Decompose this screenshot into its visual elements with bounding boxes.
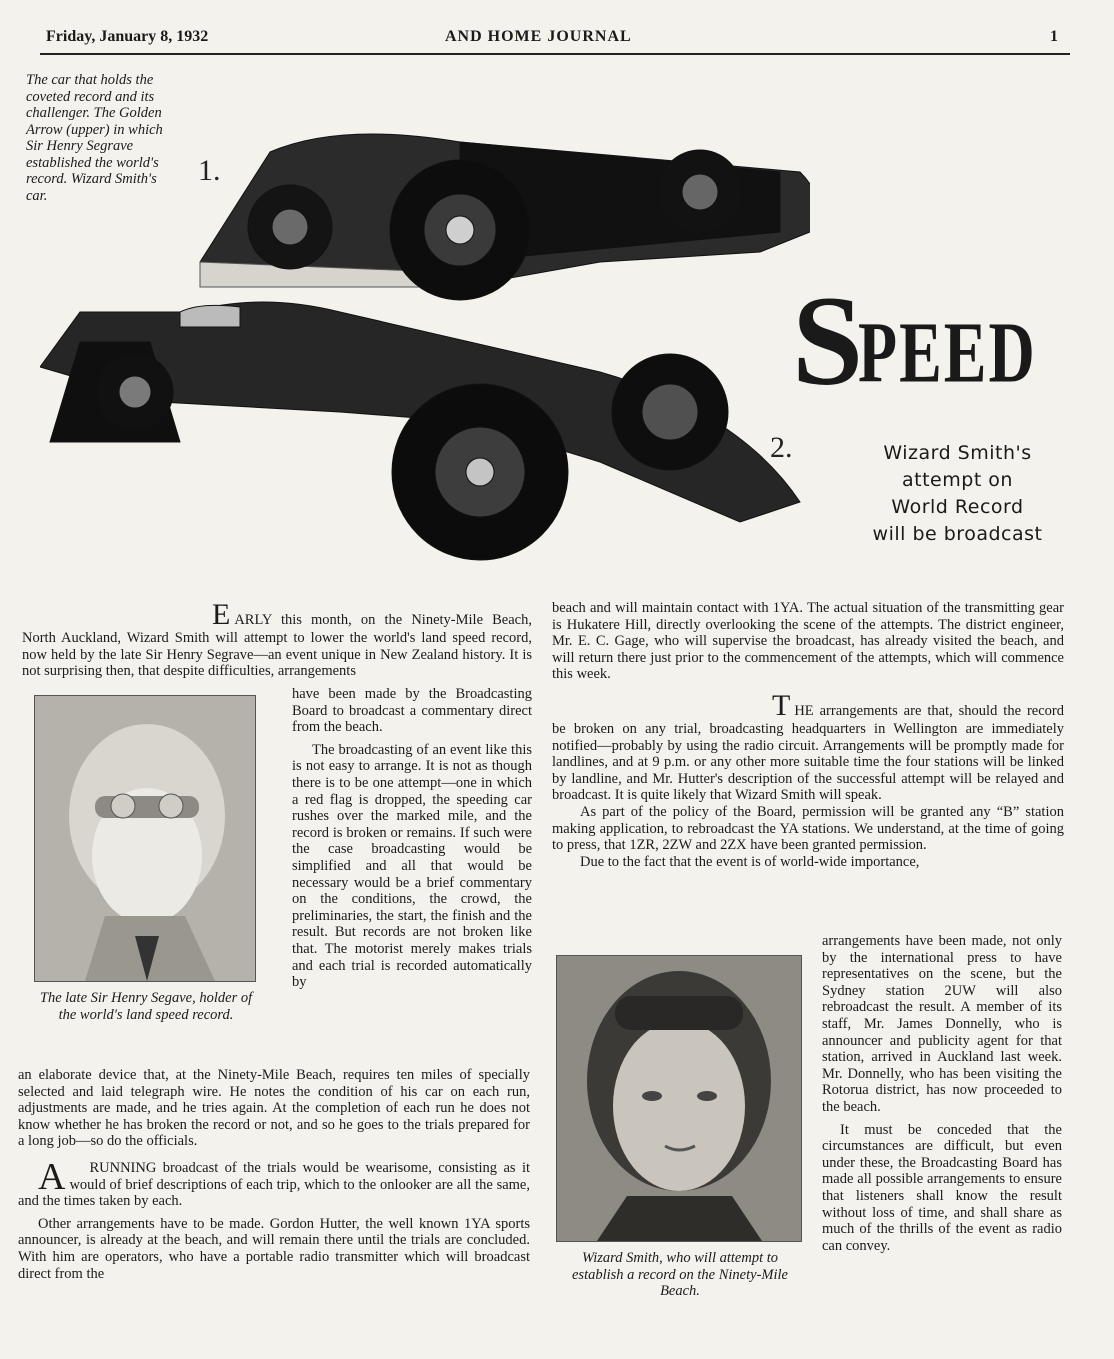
subheadline-line: attempt on — [902, 469, 1013, 491]
article-col1-cont — [18, 1067, 530, 1282]
dropcap-e: E — [212, 598, 231, 631]
col2-paragraph-4-side: arrangements have been made, not only by the international press to have representatives on the scene, but the Sydney station 2UW will also rebroadcast the result. A member of its staff, Mr. James Donnelly, who is announcer and publicity agent for that station, arrived in Auckland last week. Mr. Donnelly, who has been visiting the Rotorua district, has now proceeded to the beach. — [822, 933, 1062, 1115]
dropcap-t: T — [772, 688, 791, 722]
col2-paragraph-2: HE arrangements are that, should the record be broken on any trial, broadcasting headquarters in Wellington are immediately notified—probably by using the radio circuit. Arrangements will be promptly made for landlines, and at 9 p.m. or any other more suitable time the four stations will be linked by landline, and Mr. Hutter's description of the successful attempt will be relayed and broadcast. It is quite likely that Wizard Smith will speak. — [552, 702, 1064, 804]
headline — [792, 270, 1037, 412]
col2-paragraph-1: beach and will maintain contact with 1YA. The actual situation of the transmitting gear is Hukatere Hill, directly overlooking the scene of the attempts. The district engineer, Mr. E. C. Gage, who will supervise the broadcast, has already visited the beach, and will return there just prior to the commencement of the attempts, which will commence this week. — [552, 600, 1064, 683]
dropcap-a: A — [38, 1155, 66, 1198]
paragraph-2-cont: an elaborate device that, at the Ninety-Mile Beach, requires ten miles of specially selected and laid telegraph wire. He notes the condition of his car on each run, adjustments are made, and he tries again. At the completion of each run he does not know whether he has broken the record or not, and so he goes to the trials prepared for a long job—so do the officials. — [18, 1067, 530, 1150]
col2-paragraph-3: As part of the policy of the Board, permission will be granted any “B” station making application, to rebroadcast the YA stations. We understand, at the time of going to press, that 1ZR, 2ZW and 2ZX have been granted permission. — [552, 803, 1064, 854]
segrave-caption: The late Sir Henry Segave, holder of the world's land speed record. — [39, 990, 253, 1023]
car-label-1: 1. — [198, 154, 221, 187]
subheadline-line: World Record — [891, 496, 1024, 518]
race-cars-illustration — [40, 112, 810, 592]
segrave-photo — [34, 695, 256, 982]
col2-paragraph-4-top: Due to the fact that the event is of world-wide importance, — [580, 853, 920, 870]
col2-paragraph-5: It must be conceded that the circumstances are difficult, but even under these, the Broadcasting Board has made all possible arrangements to ensure that listeners shall know the result without loss of time, and shall share as much of the thrills of the event as radio can convey. — [822, 1121, 1062, 1254]
subheadline-line: will be broadcast — [872, 523, 1043, 545]
intro-side: have been made by the Broadcasting Board to broadcast a commentary direct from the beach. — [292, 686, 532, 736]
article-side-col2 — [822, 933, 1062, 1254]
wizard-smith-caption: Wizard Smith, who will attempt to establish a record on the Ninety-Mile Beach. — [572, 1250, 788, 1299]
article-side-col1 — [292, 686, 532, 991]
subheadline-line: Wizard Smith's — [883, 442, 1032, 464]
paragraph-3: RUNNING broadcast of the trials would be wearisome, consisting as it would of brief descriptions of each trip, which to the onlooker are all the same, and the times taken by each. — [18, 1159, 530, 1210]
paragraph-4: Other arrangements have to be made. Gordon Hutter, the well known 1YA sports announcer, is already at the beach, and will remain there until the trials are concluded. With him are operators, who have a portable radio transmitter which will broadcast direct from the — [18, 1215, 530, 1282]
headline-rest: PEED — [858, 304, 1037, 401]
intro-text: ARLY this month, on the Ninety-Mile Beach, North Auckland, Wizard Smith will attempt to lower the world's land speed record, now held by the late Sir Henry Segrave—an event unique in New Zealand history. It is not surprising then, that despite difficulties, arrangements — [22, 612, 532, 680]
paragraph-2: The broadcasting of an event like this is not easy to arrange. It is not as though there is to be one attempt—one in which a red flag is dropped, the speeding car rushes over the marked mile, and the record is broken or remains. If such were the case broadcasting would be simplified and all that would be necessary would be a brief commentary on the conditions, the crowd, the preliminaries, the start, the finish and the result. But records are not broken like that. The motorist merely makes trials and each trial is recorded automatically by — [292, 741, 532, 991]
golden-arrow-car — [200, 134, 810, 300]
headline-initial: S — [792, 270, 864, 412]
car-label-2: 2. — [770, 431, 793, 464]
cars-caption: The car that holds the coveted record and its challenger. The Golden Arrow (upper) in which Sir Henry Segrave established the world's record. Wizard Smith's car. — [26, 72, 163, 204]
issue-date: Friday, January 8, 1932 — [46, 28, 209, 45]
wizard-smith-car — [40, 302, 800, 560]
page-number: 1 — [1050, 28, 1058, 45]
wizard-smith-photo — [556, 955, 802, 1242]
subheadline — [845, 440, 1070, 548]
header-rule — [40, 53, 1070, 55]
article-intro — [22, 600, 532, 680]
masthead: AND HOME JOURNAL — [445, 28, 632, 45]
page-header — [40, 28, 1070, 54]
article-col2-top — [552, 600, 1064, 870]
